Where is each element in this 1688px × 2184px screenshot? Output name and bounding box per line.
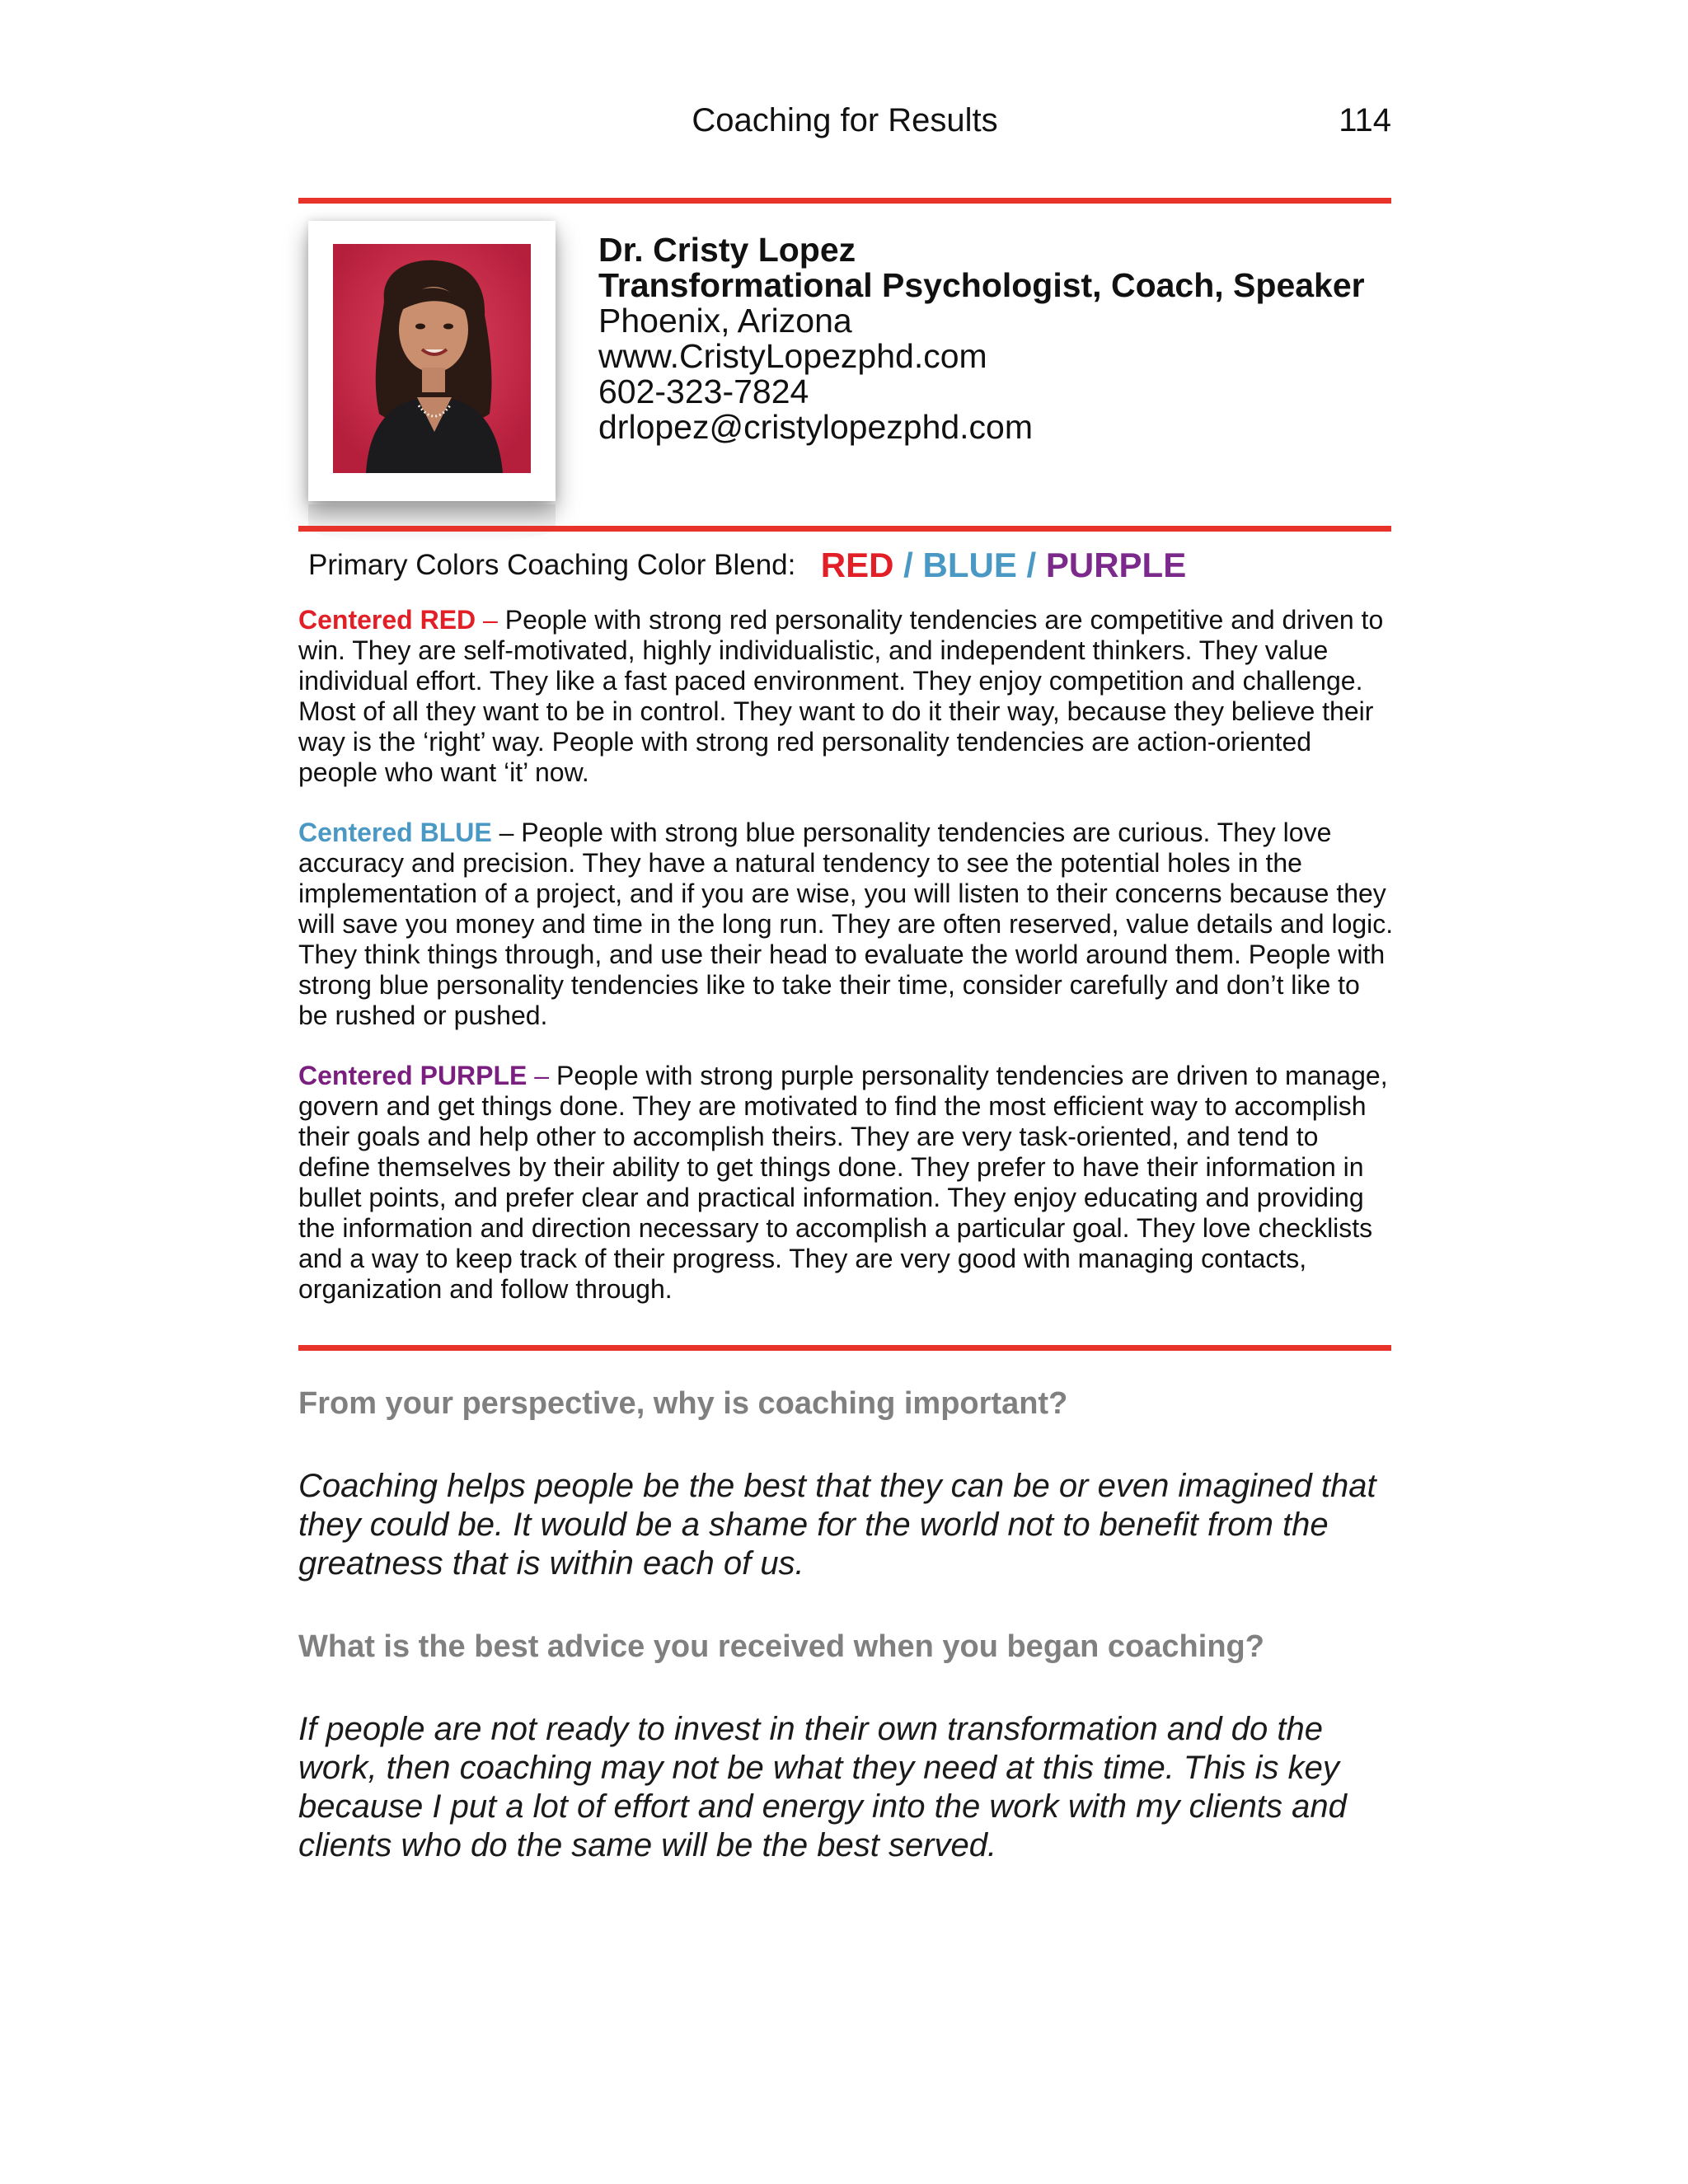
contact-phone: 602-323-7824 — [598, 373, 809, 410]
section-text: People with strong red personality tendencies are competitive and driven to win. They are self-motivated, highly individualistic, and independent thinkers. They value individual effort. They like a fast paced environment. They enjoy competition and challenge. Most of all they want to be in control. They want to do it their way, because they believe their way is the ‘right’ way. People with strong red personality tendencies are action-oriented people who want ‘it’ now. — [298, 605, 1384, 787]
contact-role: Transformational Psychologist, Coach, Speaker — [598, 266, 1365, 304]
top-divider — [298, 198, 1391, 204]
portrait-photo — [333, 244, 531, 473]
section-term: Centered PURPLE — [298, 1061, 528, 1090]
contact-website: www.CristyLopezphd.com — [598, 337, 987, 375]
question-1: From your perspective, why is coaching important? — [298, 1386, 1068, 1421]
color-blend-row — [308, 542, 1380, 588]
middle-divider — [298, 526, 1391, 532]
section-text: People with strong blue personality tendencies are curious. They love accuracy and precision. They have a natural tendency to see the potential holes in the implementation of a project, and if you are wise, you will listen to their concerns because they will save you money and time in the long run. They are often reserved, value details and logic. They think things through, and use their head to evaluate the world around them. People with strong blue personality tendencies like to take their time, consider carefully and don’t like to be rushed or pushed. — [298, 818, 1394, 1030]
profile-photo-frame — [308, 221, 556, 501]
contact-email: drlopez@cristylopezphd.com — [598, 408, 1034, 446]
portrait-illustration — [333, 244, 531, 473]
color-blend-label: Primary Colors Coaching Color Blend: — [308, 549, 796, 581]
section-centered-blue — [298, 818, 1395, 1031]
section-term: Centered RED — [298, 605, 476, 635]
section-dash: – — [476, 605, 505, 635]
color-separator: / — [1016, 546, 1046, 584]
contact-card — [598, 232, 1365, 445]
page-header — [298, 97, 1391, 143]
section-term: Centered BLUE — [298, 818, 492, 847]
page-title: Coaching for Results — [692, 102, 998, 138]
answer-2: If people are not ready to invest in their own transformation and do the work, then coaching may not be what they need at this time. This is key because I put a lot of effort and energy into the work with my clients and clients who do the same will be the best served. — [298, 1711, 1347, 1863]
answer-1: Coaching helps people be the best that they can be or even imagined that they could be. It would be a shame for the world not to benefit from the greatness that is within each of us. — [298, 1468, 1376, 1582]
section-centered-purple — [298, 1061, 1395, 1305]
page-number: 114 — [1339, 102, 1391, 138]
photo-reflection — [308, 504, 556, 542]
color-red: RED — [820, 546, 894, 584]
contact-name: Dr. Cristy Lopez — [598, 231, 856, 269]
contact-location: Phoenix, Arizona — [598, 302, 852, 340]
section-centered-red — [298, 605, 1395, 788]
color-blue: BLUE — [922, 546, 1017, 584]
question-2: What is the best advice you received when you began coaching? — [298, 1629, 1264, 1664]
section-dash: – — [527, 1061, 556, 1090]
section-dash: – — [491, 818, 522, 847]
color-separator: / — [893, 546, 923, 584]
color-blend-values — [821, 546, 1186, 584]
section-text: People with strong purple personality tendencies are driven to manage, govern and get things done. They are motivated to find the most efficient way to accomplish their goals and help other to accomplish theirs. They are very task-oriented, and tend to define themselves by their ability to get things done. They prefer to have their information in bullet points, and prefer clear and practical information. They enjoy educating and providing the information and direction necessary to accomplish a particular goal. They love checklists and a way to keep track of their progress. They are very good with managing contacts, organization and follow through. — [298, 1061, 1388, 1304]
color-purple: PURPLE — [1045, 546, 1187, 584]
bottom-divider — [298, 1345, 1391, 1351]
